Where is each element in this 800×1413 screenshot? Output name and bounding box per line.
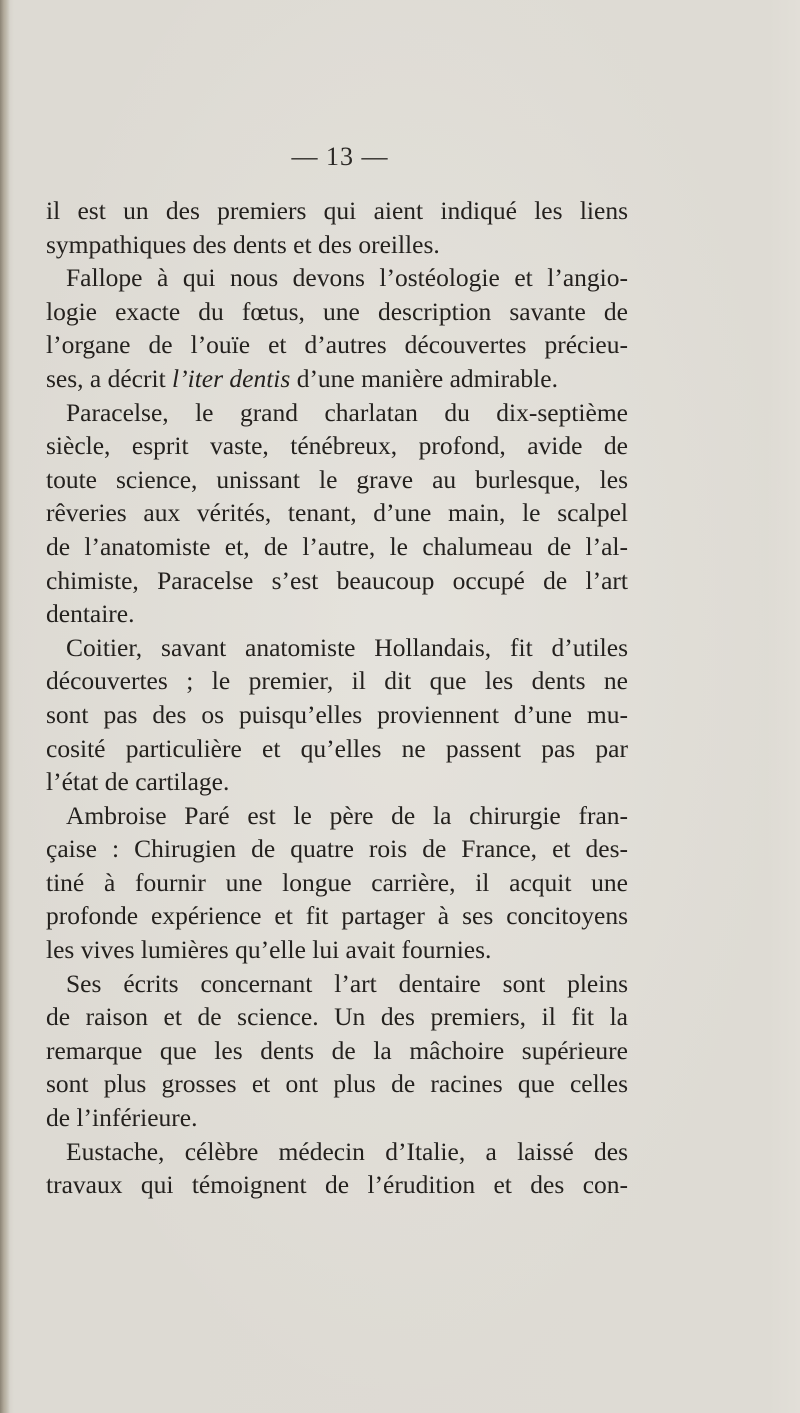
text-line: Fallope à qui nous devons l’ostéologie et l’angio- (66, 263, 628, 293)
text-line: logie exacte du fœtus, une description savante de (46, 296, 628, 326)
body-text (46, 194, 628, 1202)
text-line: tiné à fournir une longue carrière, il acquit une (46, 867, 628, 897)
text-segment: d’une manière admirable. (290, 363, 558, 393)
text-line (46, 362, 628, 396)
text-segment: ses, a décrit (46, 363, 173, 393)
text-line: les vives lumières qu’elle lui avait fournies. (46, 935, 492, 965)
text-line: Eustache, célèbre médecin d’Italie, a laissé des (66, 1136, 628, 1166)
text-line: profonde expérience et fit partager à ses concitoyens (46, 901, 628, 931)
text-line: l’état de cartilage. (46, 767, 230, 797)
text-line: découvertes ; le premier, il dit que les dents ne (46, 666, 628, 696)
text-line: de l’anatomiste et, de l’autre, le chalumeau de l’al- (46, 531, 628, 561)
text-line: Coitier, savant anatomiste Hollandais, fit d’utiles (66, 632, 628, 662)
text-line: Paracelse, le grand charlatan du dix-septième (66, 397, 628, 427)
text-line: sont plus grosses et ont plus de racines que celles (46, 1069, 628, 1099)
text-line: siècle, esprit vaste, ténébreux, profond, avide de (46, 431, 628, 461)
text-line: Ses écrits concernant l’art dentaire sont pleins (66, 968, 628, 998)
text-line: de raison et de science. Un des premiers, il fit la (46, 1002, 628, 1032)
page-number: — 13 — (291, 142, 389, 171)
text-line: Ambroise Paré est le père de la chirurgie fran- (66, 800, 628, 830)
text-line: toute science, unissant le grave au burlesque, les (46, 464, 628, 494)
text-line: l’organe de l’ouïe et d’autres découvertes précieu- (46, 330, 628, 360)
text-line: çaise : Chirugien de quatre rois de France, et des- (46, 834, 628, 864)
text-line: cosité particulière et qu’elles ne passent pas par (46, 733, 628, 763)
text-line: travaux qui témoignent de l’érudition et des con- (46, 1170, 628, 1200)
text-line: chimiste, Paracelse s’est beaucoup occupé de l’art (46, 565, 628, 595)
italic-term: l’iter dentis (172, 363, 291, 393)
text-line: remarque que les dents de la mâchoire supérieure (46, 1035, 628, 1065)
binding-gutter-shadow (0, 0, 10, 1413)
text-line: il est un des premiers qui aient indiqué les liens (46, 196, 628, 225)
text-line: sont pas des os puisqu’elles proviennent d’une mu- (46, 699, 628, 729)
text-line: de l’inférieure. (46, 1103, 198, 1133)
text-line: rêveries aux vérités, tenant, d’une main, le scalpel (46, 498, 628, 528)
text-line: dentaire. (46, 599, 135, 629)
text-line: sympathiques des dents et des oreilles. (46, 229, 440, 259)
